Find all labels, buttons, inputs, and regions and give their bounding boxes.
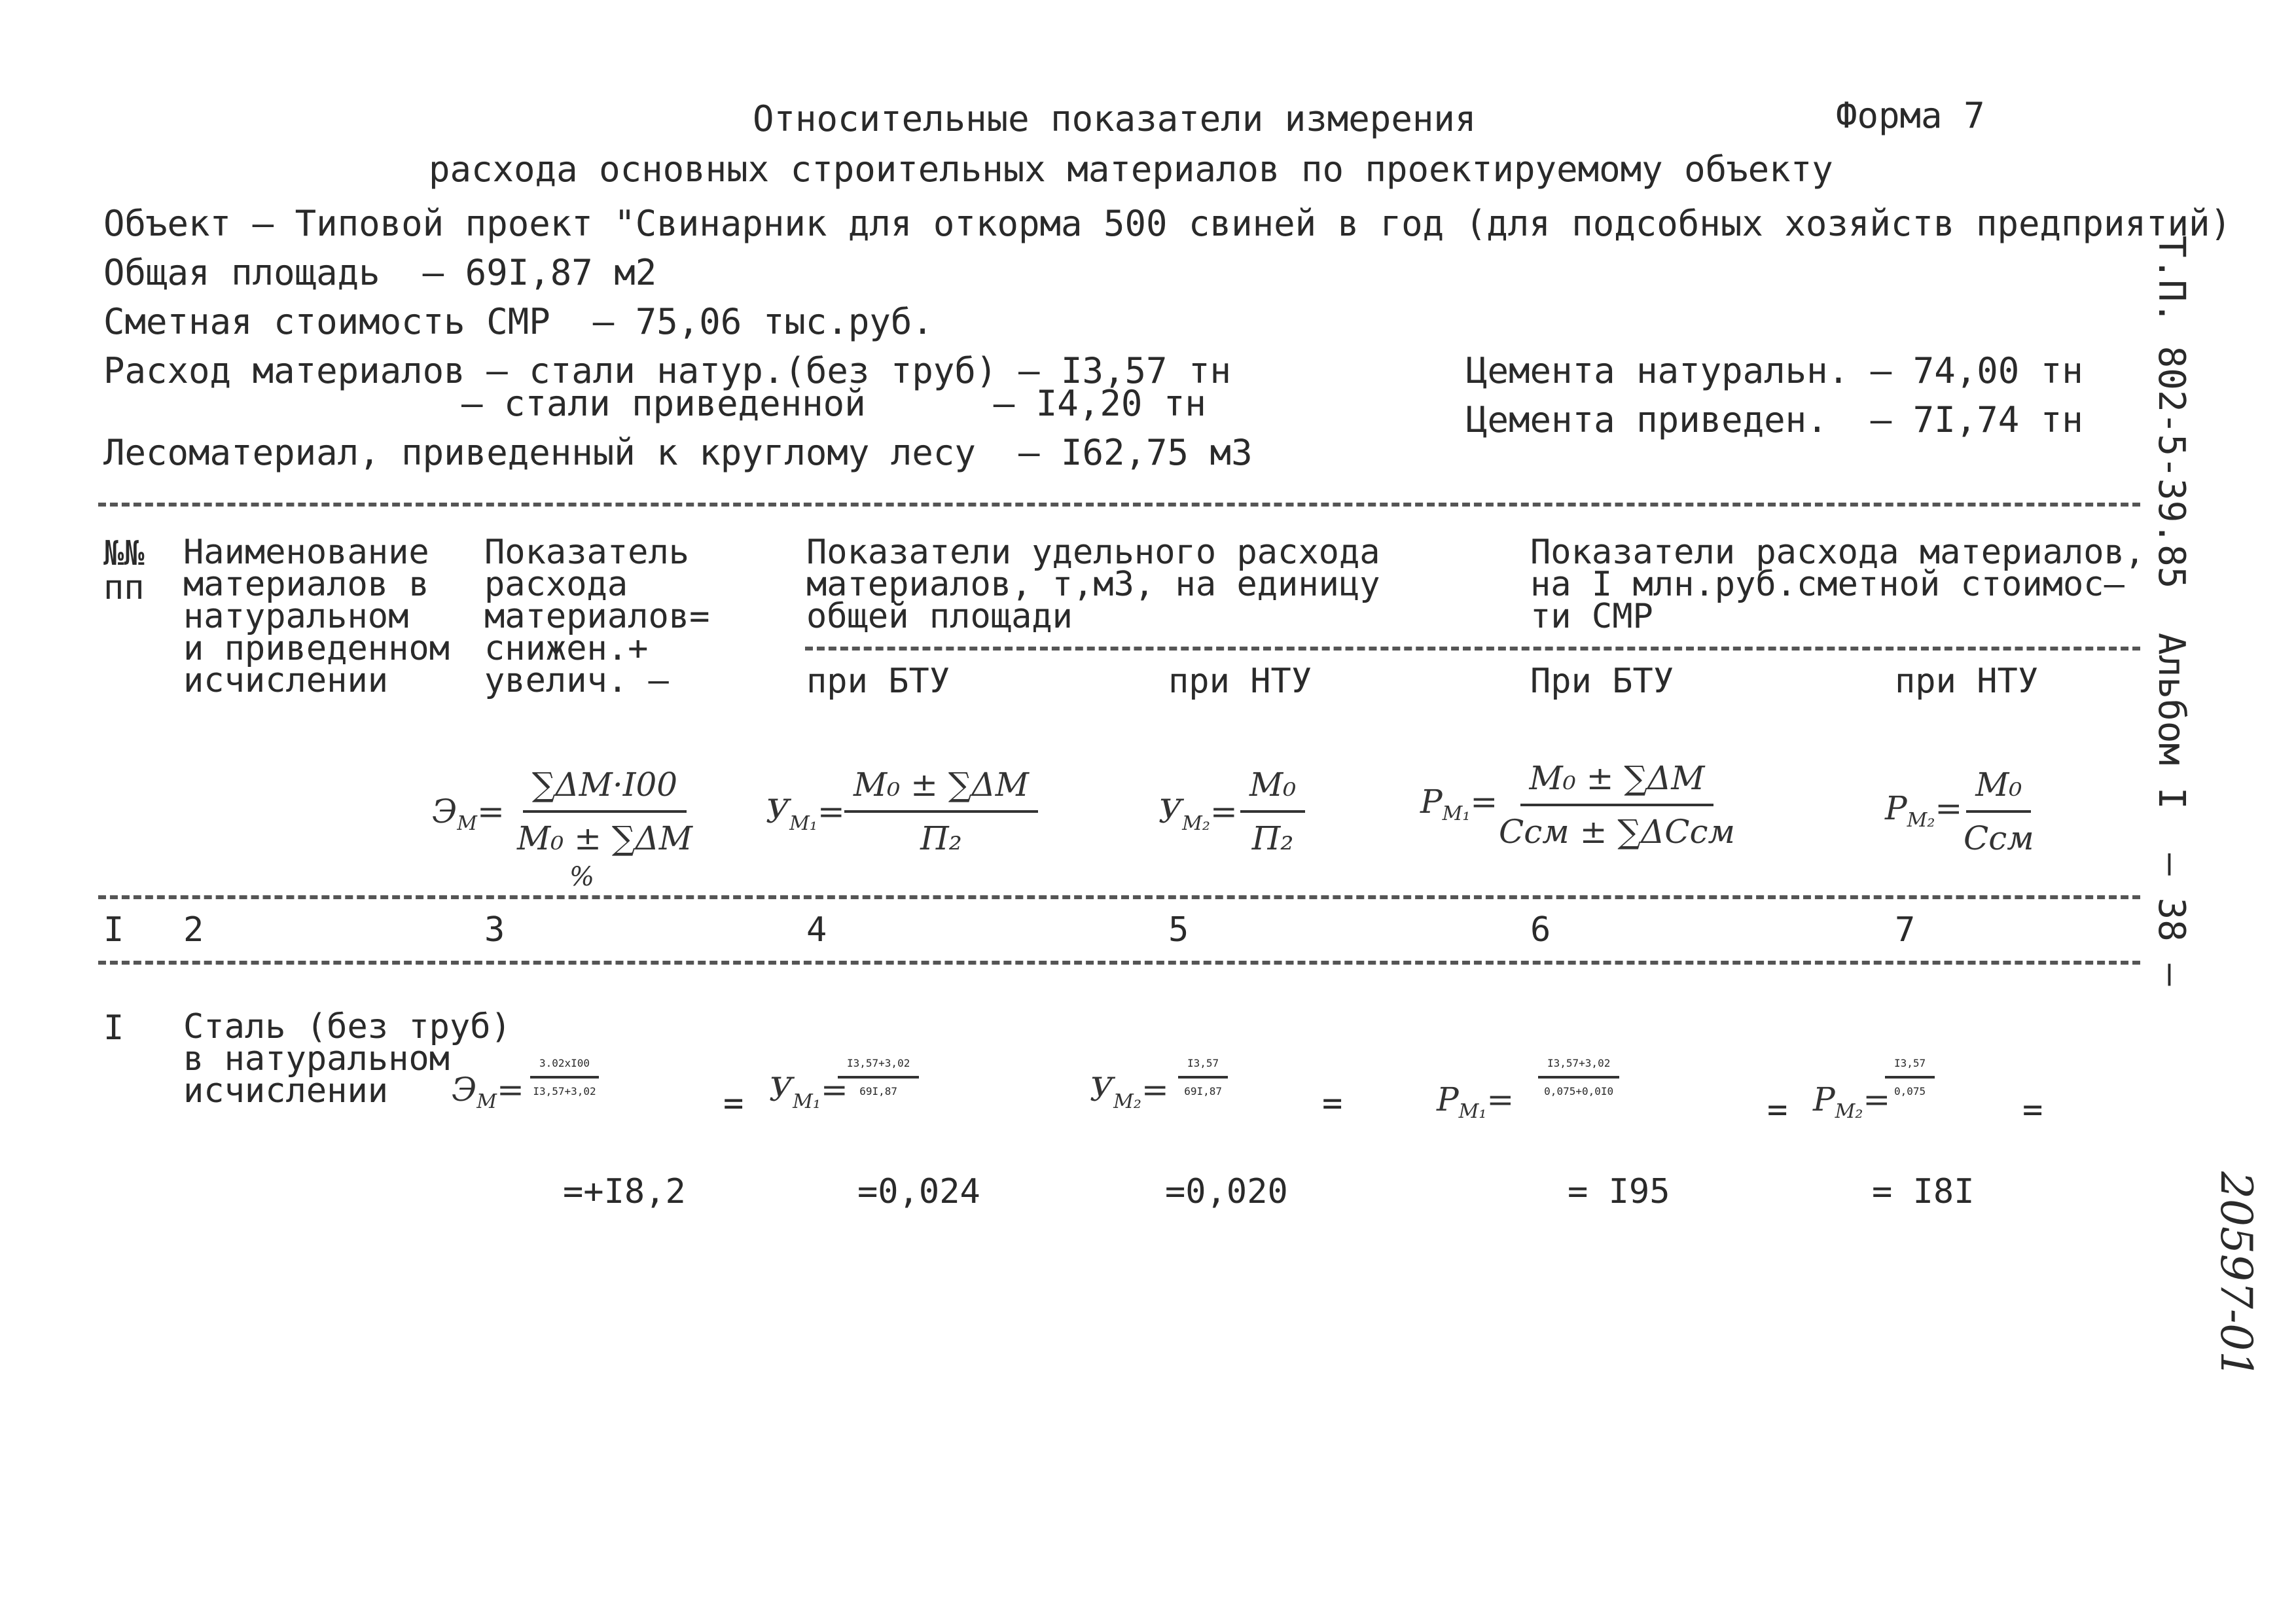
row1-c7-eq: =: [2022, 1090, 2043, 1130]
row1-c7-result: = I8I: [1872, 1172, 1975, 1211]
sub-header-col5: при НТУ: [1168, 662, 1312, 701]
formula-5-fraction: М₀ П₂: [1240, 766, 1305, 857]
row1-c6-eq: =: [1767, 1090, 1788, 1130]
col-header-specific-consumption: Показатели удельного расхода материалов, т,м3, на единицу общей площади: [806, 533, 1380, 636]
sub-header-col4: при БТУ: [806, 662, 950, 701]
formula-3-fraction: ∑ΔМ·I00 М₀ ± ∑ΔМ: [517, 766, 692, 857]
wood-line: Лесоматериал, приведенный к круглому лесу – I62,75 м3: [103, 432, 1253, 473]
col-number-4: 4: [806, 910, 827, 950]
row1-material-name: Сталь (без труб) в натуральном исчислении: [183, 1007, 511, 1111]
rule-top: [98, 503, 2140, 507]
col-number-6: 6: [1530, 910, 1551, 950]
row1-c5-lhs: $У_{М_2}=$: [1090, 1071, 1169, 1113]
row1-c3-fraction: $\frac{3.02xI00}{I3,57+3,02}$: [530, 1057, 599, 1097]
row1-c4-result: =0,024: [857, 1172, 980, 1211]
cost-line: Сметная стоимость СМР – 75,06 тыс.руб.: [103, 301, 933, 342]
row1-c3-lhs: $Э_М=$: [452, 1071, 524, 1113]
object-line: Объект – Типовой проект "Свинарник для откорма 500 свиней в год (для подсобных хозяйств предприятий): [103, 203, 2232, 244]
title-line-2: расхода основных строительных материалов по проектируемому объекту: [429, 149, 1833, 190]
rule-after-col-numbers: [98, 961, 2140, 965]
formula-5-lhs: $У_{М_2}=$: [1158, 793, 1238, 835]
row1-c6-result: = I95: [1568, 1172, 1670, 1211]
col-number-3: 3: [484, 910, 505, 950]
rule-subheader: [805, 647, 2140, 651]
formula-6-lhs: $Р_{М_1}=$: [1420, 783, 1498, 825]
row1-c6-lhs: $Р_{М_1}=$: [1437, 1080, 1515, 1123]
row1-c5-eq: =: [1322, 1084, 1343, 1123]
formula-4-fraction: М₀ ± ∑ΔМ П₂: [844, 766, 1038, 857]
formula-4-lhs: $У_{М_1}=$: [766, 793, 845, 835]
row1-c3-result: =+I8,2: [563, 1172, 686, 1211]
row1-c7-fraction: $\frac{I3,57}{0,075}$: [1885, 1057, 1935, 1097]
cement-natural-line: Цемента натуральн. – 74,00 тн: [1466, 350, 2083, 391]
row1-number: I: [103, 1008, 124, 1048]
sub-header-col6: При БТУ: [1530, 662, 1674, 701]
row1-c6-fraction: $\frac{I3,57+3,02}{0,075+0,0I0}$: [1538, 1057, 1619, 1097]
col-number-1: I: [103, 910, 124, 950]
formula-3-lhs: $Э_М=$: [432, 793, 505, 835]
row1-c4-fraction: $\frac{I3,57+3,02}{69I,87}$: [838, 1057, 919, 1097]
col-number-5: 5: [1168, 910, 1189, 950]
cement-reduced-line: Цемента приведен. – 7I,74 тн: [1466, 399, 2083, 440]
row1-c5-fraction: $\frac{I3,57}{69I,87}$: [1178, 1057, 1228, 1097]
rule-before-col-numbers: [98, 895, 2140, 899]
col-number-7: 7: [1895, 910, 1916, 950]
formula-3-unit: %: [569, 862, 595, 892]
steel-reduced-line: – стали приведенной – I4,20 тн: [461, 383, 1206, 424]
col-header-consumption-per-million: Показатели расхода материалов, на I млн.руб.сметной стоимос– ти СМР: [1530, 533, 2145, 636]
formula-7-lhs: $Р_{М_2}=$: [1885, 789, 1963, 832]
side-stamp-text: Т.П. 802-5-39.85 Альбом I – 38 –: [2150, 236, 2193, 986]
col-header-name: Наименование материалов в натуральном и приведенном исчислении: [183, 533, 450, 700]
title-line-1: Относительные показатели измерения: [753, 98, 1477, 139]
formula-6-fraction: М₀ ± ∑ΔМ Ссм ± ∑ΔСсм: [1499, 759, 1735, 851]
row1-c5-result: =0,020: [1165, 1172, 1288, 1211]
row1-c3-eq: =: [723, 1084, 744, 1123]
steel-natural-line: Расход материалов – стали натур.(без труб) – I3,57 тн: [103, 350, 1232, 391]
sub-header-col7: при НТУ: [1895, 662, 2039, 701]
form-label: Форма 7: [1836, 95, 1985, 136]
row1-c4-lhs: $У_{М_1}=$: [769, 1071, 848, 1113]
col-header-number: №№ пп: [103, 534, 145, 607]
area-line: Общая площадь – 69I,87 м2: [103, 252, 657, 293]
side-code-text: 20597-01: [2211, 1171, 2261, 1379]
col-header-indicator: Показатель расхода материалов= снижен.+ увелич. –: [484, 533, 710, 700]
col-number-2: 2: [183, 910, 204, 950]
row1-c7-lhs: $Р_{М_2}=$: [1813, 1080, 1891, 1123]
formula-7-fraction: М₀ Ссм: [1964, 766, 2034, 857]
